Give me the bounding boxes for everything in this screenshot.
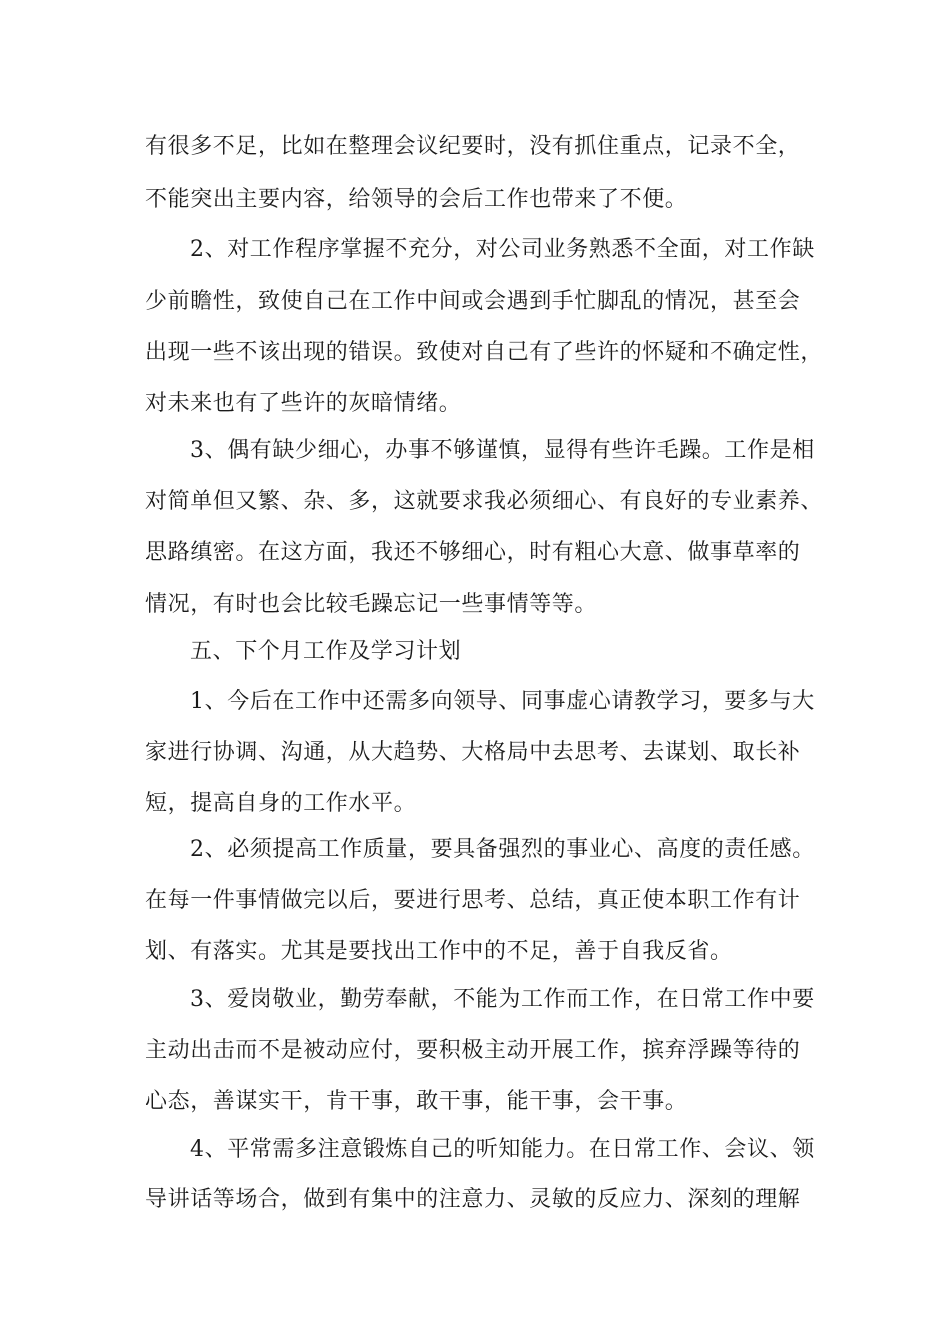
list-item-heading: 3、偶有缺少细心，办事不够谨慎，显得有些许毛躁。工作是相	[190, 438, 815, 463]
text-line: 少前瞻性，致使自己在工作中间或会遇到手忙脚乱的情况，甚至会	[145, 289, 801, 314]
text-line: 短，提高自身的工作水平。	[145, 791, 417, 816]
list-item-heading: 2、必须提高工作质量，要具备强烈的事业心、高度的责任感。	[190, 837, 815, 862]
text-line: 心态，善谋实干，肯干事，敢干事，能干事，会干事。	[145, 1089, 688, 1114]
list-item-heading: 1、今后在工作中还需多向领导、同事虚心请教学习，要多与大	[190, 689, 815, 714]
text-line: 对未来也有了些许的灰暗情绪。	[145, 391, 462, 416]
text-line: 家进行协调、沟通，从大趋势、大格局中去思考、去谋划、取长补	[145, 740, 801, 765]
text-line: 导讲话等场合，做到有集中的注意力、灵敏的反应力、深刻的理解	[145, 1187, 801, 1212]
text-line: 在每一件事情做完以后，要进行思考、总结，真正使本职工作有计	[145, 888, 801, 913]
list-item-heading: 2、对工作程序掌握不充分，对公司业务熟悉不全面，对工作缺	[190, 237, 815, 262]
text-line: 主动出击而不是被动应付，要积极主动开展工作，摈弃浮躁等待的	[145, 1038, 801, 1063]
text-line: 情况，有时也会比较毛躁忘记一些事情等等。	[145, 592, 598, 617]
text-line: 有很多不足，比如在整理会议纪要时，没有抓住重点，记录不全，	[145, 134, 801, 159]
text-line: 思路缜密。在这方面，我还不够细心，时有粗心大意、做事草率的	[145, 540, 801, 565]
list-item-heading: 4、平常需多注意锻炼自己的听知能力。在日常工作、会议、领	[190, 1137, 815, 1162]
section-heading: 五、下个月工作及学习计划	[190, 639, 462, 664]
text-line: 出现一些不该出现的错误。致使对自己有了些许的怀疑和不确定性，	[145, 340, 824, 365]
text-line: 对简单但又繁、杂、多，这就要求我必须细心、有良好的专业素养、	[145, 489, 824, 514]
text-line: 不能突出主要内容，给领导的会后工作也带来了不便。	[145, 187, 688, 212]
list-item-heading: 3、爱岗敬业，勤劳奉献，不能为工作而工作，在日常工作中要	[190, 987, 815, 1012]
text-line: 划、有落实。尤其是要找出工作中的不足，善于自我反省。	[145, 939, 733, 964]
